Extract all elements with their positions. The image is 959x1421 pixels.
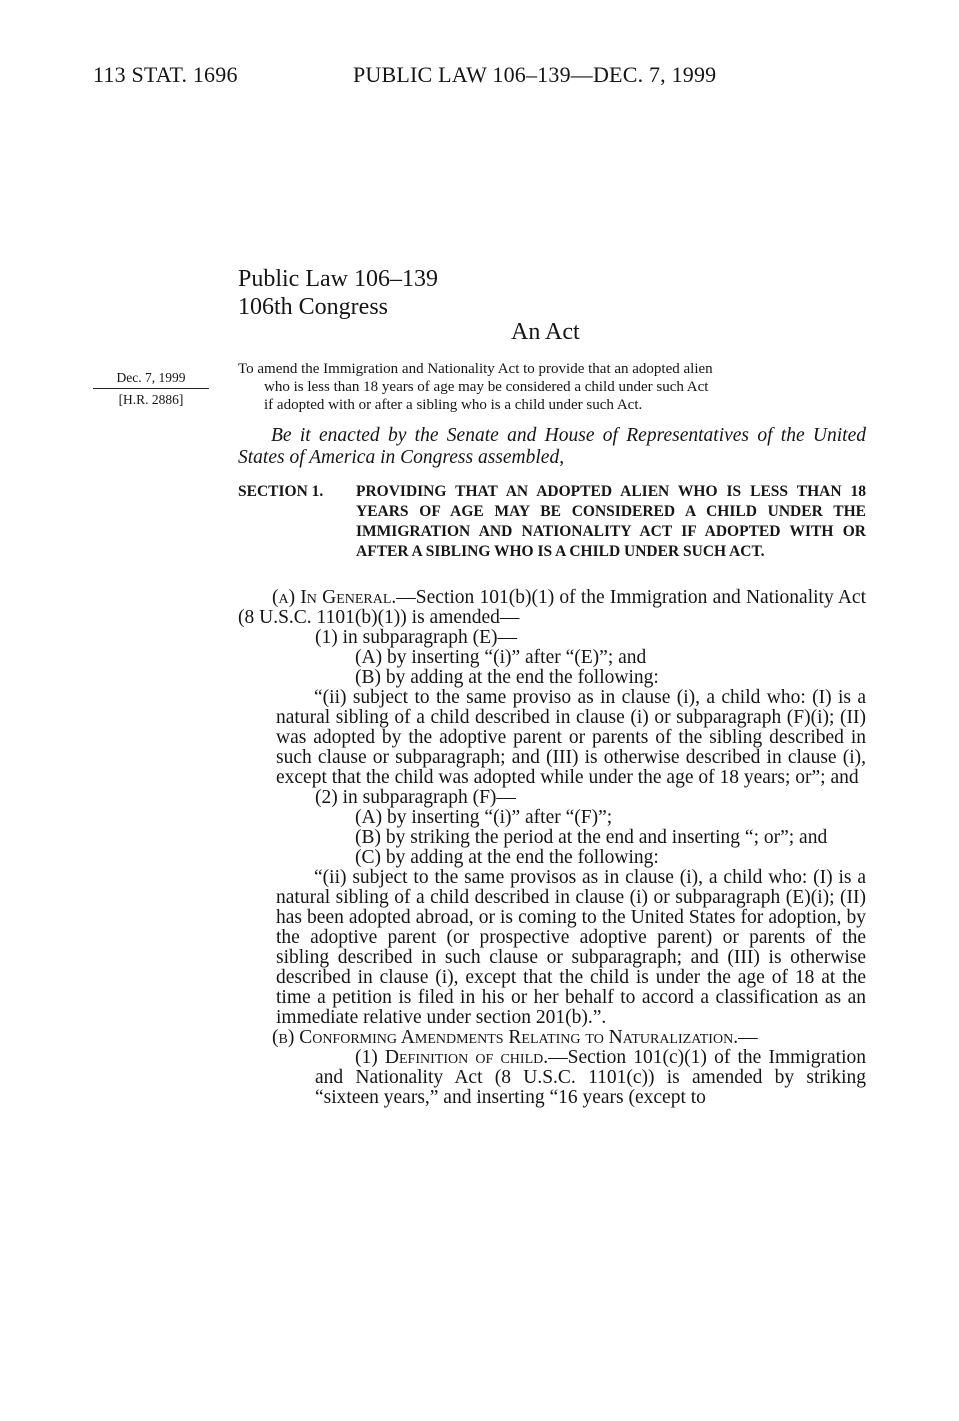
act-heading: An Act — [511, 319, 580, 345]
quoted-text-1: “(ii) subject to the same proviso as in clause (i), a child who: (I) is a natural sibling of a child described in clause (i) or subparagraph (F)(i); (II) was adopted by the adoptive parent or parents of the sibling described in such clause or subparagraph; and (III) is otherwise described in clause (i), except that the child was adopted while under the age of 18 years; or”; and — [276, 687, 866, 788]
subsection-b-paragraph-1 — [238, 1048, 866, 1108]
subparagraph-2-A: (A) by inserting “(i)” after “(F)”; — [355, 807, 613, 828]
section-title: PROVIDING THAT AN ADOPTED ALIEN WHO IS LESS THAN 18 YEARS OF AGE MAY BE CONSIDERED A CHILD UNDER THE IMMIGRATION AND NATIONALITY ACT IF ADOPTED WITH OR AFTER A SIBLING WHO IS A CHILD UNDER SUCH ACT. — [356, 483, 866, 560]
subsection-a-intro — [238, 588, 866, 628]
purpose-clause — [238, 360, 866, 414]
subparagraph-1-B: (B) by adding at the end the following: — [355, 667, 659, 688]
running-head-page-number: 113 STAT. 1696 — [93, 62, 238, 87]
subsection-a-label: (a) In General. — [272, 587, 397, 608]
subsection-b-dash: — — [738, 1027, 758, 1048]
section-label: SECTION 1. — [238, 483, 324, 500]
margin-note — [93, 368, 209, 409]
subsection-b-label: (b) Conforming Amendments Relating to Naturalization. — [272, 1027, 739, 1048]
subparagraph-1-A: (A) by inserting “(i)” after “(E)”; and — [355, 647, 647, 668]
quoted-text-2: “(ii) subject to the same provisos as in clause (i), a child who: (I) is a natural sibling of a child described in clause (i) or subparagraph (E)(i); (II) has been adopted abroad, or is coming to the United States for adoption, by the adoptive parent (or prospective adoptive parent) or parents of the sibling described in such clause or subparagraph; and (III) is otherwise described in clause (i), except that the child is under the age of 18 at the time a petition is filed in his or her behalf to accord a classification as an immediate relative under section 201(b).”. — [276, 867, 866, 1028]
subsection-a-text: —Section 101(b)(1) of the Immigration and Nationality Act (8 U.S.C. 1101(b)(1)) is amended— — [238, 587, 866, 628]
paragraph-1: (1) in subparagraph (E)— — [315, 627, 517, 648]
purpose-line: To amend the Immigration and Nationality Act to provide that an adopted alien — [238, 361, 713, 377]
margin-note-date: Dec. 7, 1999 — [93, 368, 209, 389]
purpose-line: if adopted with or after a sibling who is a child under such Act. — [264, 397, 643, 413]
subparagraph-2-C: (C) by adding at the end the following: — [355, 847, 659, 868]
section-body — [238, 588, 866, 1108]
paragraph-2: (2) in subparagraph (F)— — [315, 787, 516, 808]
running-head-title: PUBLIC LAW 106–139—DEC. 7, 1999 — [353, 62, 717, 87]
congress-number: 106th Congress — [238, 294, 388, 320]
subparagraph-2-B: (B) by striking the period at the end and inserting “; or”; and — [355, 827, 828, 848]
definition-of-child-text: —Section 101(c)(1) of the Immigration and Nationality Act (8 U.S.C. 1101(c)) is amended by striking “sixteen years,” and inserting “16 years (except to — [315, 1047, 866, 1108]
section-heading — [238, 482, 866, 562]
purpose-line: who is less than 18 years of age may be considered a child under such Act — [264, 379, 709, 395]
margin-note-bill: [H.R. 2886] — [118, 392, 184, 407]
public-law-number: Public Law 106–139 — [238, 266, 438, 292]
definition-of-child-label: (1) Definition of child. — [355, 1047, 549, 1068]
law-title-block — [238, 265, 438, 321]
subsection-b-heading — [238, 1028, 866, 1048]
enacting-clause: Be it enacted by the Senate and House of Representatives of the United States of America in Congress assembled, — [238, 425, 866, 468]
